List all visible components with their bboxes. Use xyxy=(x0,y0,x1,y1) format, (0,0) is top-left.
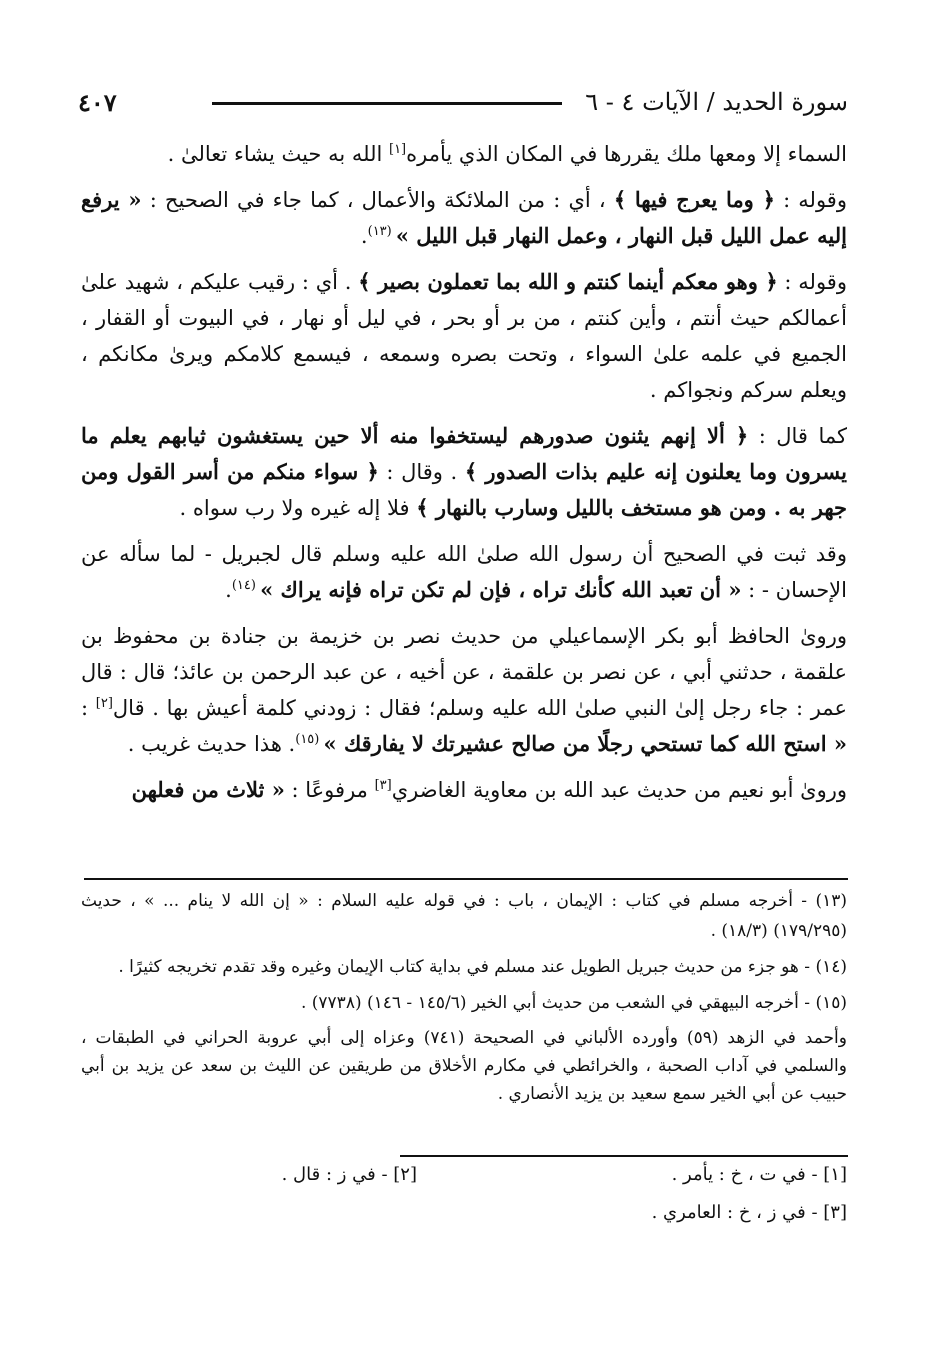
footnote-ref: (١٣) xyxy=(367,224,396,239)
hadith-quote: « ثلاث من فعلهن xyxy=(131,777,285,802)
footnote-ref: (١٤) xyxy=(231,578,261,593)
running-title: سورة الحديد / الآيات ٤ - ٦ xyxy=(585,88,848,116)
paragraph-4 xyxy=(81,418,847,526)
text-span: . xyxy=(225,578,232,602)
variant-note-2: [٢] - في ز : قال . xyxy=(281,1164,417,1185)
text-span: وقوله : xyxy=(777,270,847,294)
main-text xyxy=(81,136,847,818)
variant-ref: [١] xyxy=(388,142,407,157)
paragraph-2 xyxy=(81,182,847,254)
page-header xyxy=(78,88,848,124)
text-span: . وقال : xyxy=(378,460,465,484)
quran-quote: ﴿ وهو معكم أينما كنتم و الله بما تعملون بصير ﴾ xyxy=(358,269,778,294)
text-span: مرفوعًا : xyxy=(284,778,375,802)
variant-note-3: [٣] - في ز ، خ : العامري . xyxy=(651,1202,847,1223)
footnote-14: (١٤) - هو جزء من حديث جبريل الطويل عند مسلم في بداية كتاب الإيمان وغيره وقد تقدم تخريجه كثيرًا . xyxy=(118,957,847,977)
text-span: الله به حيث يشاء تعالىٰ . xyxy=(167,142,389,166)
paragraph-3 xyxy=(81,264,847,408)
variant-ref: [٣] xyxy=(374,778,392,793)
quran-quote: ﴿ ألا إنهم يثنون صدورهم ليستخفوا منه ألا حين يستغشون ثيابهم يعلم ما يسرون وما يعلنون إنه عليم بذات الصدور ﴾ xyxy=(81,423,847,484)
footnote-15-continuation: وأحمد في الزهد (٥٩) وأورده الألباني في الصحيحة (٧٤١) وعزاه إلى أبي عروبة الحراني في الطبقات ، والسلمي في آداب الصحبة ، والخرائطي في مكارم الأخلاق من طريقين عن الليث بن سعد عن يزيد بن أبي حبيب عن أبي الخير سمع سعيد بن يزيد الأنصاري . xyxy=(81,1028,847,1104)
text-span: فلا إله غيره ولا رب سواه . xyxy=(179,496,417,520)
text-span: وروىٰ أبو نعيم من حديث عبد الله بن معاوية الغاضري xyxy=(391,778,847,802)
paragraph-7 xyxy=(81,772,847,808)
hadith-quote: « أن تعبد الله كأنك تراه ، فإن لم تكن تراه فإنه يراك » xyxy=(260,577,742,602)
footnote-15: (١٥) - أخرجه البيهقي في الشعب من حديث أبي الخير (١٤٥/٦ - ١٤٦) (٧٧٣٨) . xyxy=(300,993,847,1013)
text-span: وروىٰ الحافظ أبو بكر الإسماعيلي من حديث نصر بن خزيمة بن جنادة بن محفوظ بن علقمة ، حدثني أبي ، عن نصر بن علقمة ، عن أخيه ، عن عبد الرحمن بن عائذ؛ قال : قال عمر : جاء رجل إلىٰ النبي صلىٰ الله عليه وسلم؛ فقال : زودني كلمة أعيش بها . قال xyxy=(81,624,847,720)
paragraph-5 xyxy=(81,536,847,608)
hadith-quote: « يرفع إليه عمل الليل قبل النهار ، وعمل النهار قبل الليل » xyxy=(81,187,847,248)
text-span: . هذا حديث غريب . xyxy=(127,732,296,756)
paragraph-1 xyxy=(81,136,847,172)
quran-quote: ﴿ وما يعرج فيها ﴾ xyxy=(613,187,775,212)
text-span: كما قال : xyxy=(748,424,847,448)
variant-note-1: [١] - في ت ، خ : يأمر . xyxy=(671,1164,847,1185)
text-span: . xyxy=(360,224,368,248)
footnotes xyxy=(81,886,847,1114)
text-span: ، أي : من الملائكة والأعمال ، كما جاء في الصحيح : xyxy=(141,188,614,212)
footnote-ref: (١٥) xyxy=(295,732,324,747)
footnote-separator xyxy=(84,878,848,880)
header-rule xyxy=(212,102,562,105)
text-span: : xyxy=(81,696,96,720)
hadith-quote: « استح الله كما تستحي رجلًا من صالح عشيرتك لا يفارقك » xyxy=(323,731,847,756)
text-span: وقد ثبت في الصحيح أن رسول الله صلىٰ الله عليه وسلم قال لجبريل - لما سأله عن الإحسان - : xyxy=(81,542,847,602)
text-span: . أي : رقيب عليكم ، شهيد علىٰ أعمالكم حيث أنتم ، وأين كنتم ، من بر أو بحر ، في ليل أو نهار ، في البيوت أو القفار ، الجميع في علمه علىٰ السواء ، وتحت بصره وسمعه ، فيسمع كلامكم ويرىٰ مكانكم ، ويعلم سركم ونجواكم . xyxy=(81,270,847,402)
page-number: ٤٠٧ xyxy=(78,88,117,117)
variant-ref: [٢] xyxy=(95,696,113,711)
text-span: السماء إلا ومعها ملك يقررها في المكان الذي يأمره xyxy=(406,142,847,166)
variant-notes xyxy=(81,1164,847,1244)
text-span: وقوله : xyxy=(774,188,847,212)
variant-notes-separator xyxy=(400,1155,848,1157)
footnote-13: (١٣) - أخرجه مسلم في كتاب : الإيمان ، باب : في قوله عليه السلام : « إن الله لا ينام ... » ، حديث (١٧٩/٢٩٥) (١٨/٣) . xyxy=(81,891,847,941)
quran-quote: ﴿ سواء منكم من أسر القول ومن جهر به . ومن هو مستخف بالليل وسارب بالنهار ﴾ xyxy=(81,459,847,520)
paragraph-6 xyxy=(81,618,847,762)
